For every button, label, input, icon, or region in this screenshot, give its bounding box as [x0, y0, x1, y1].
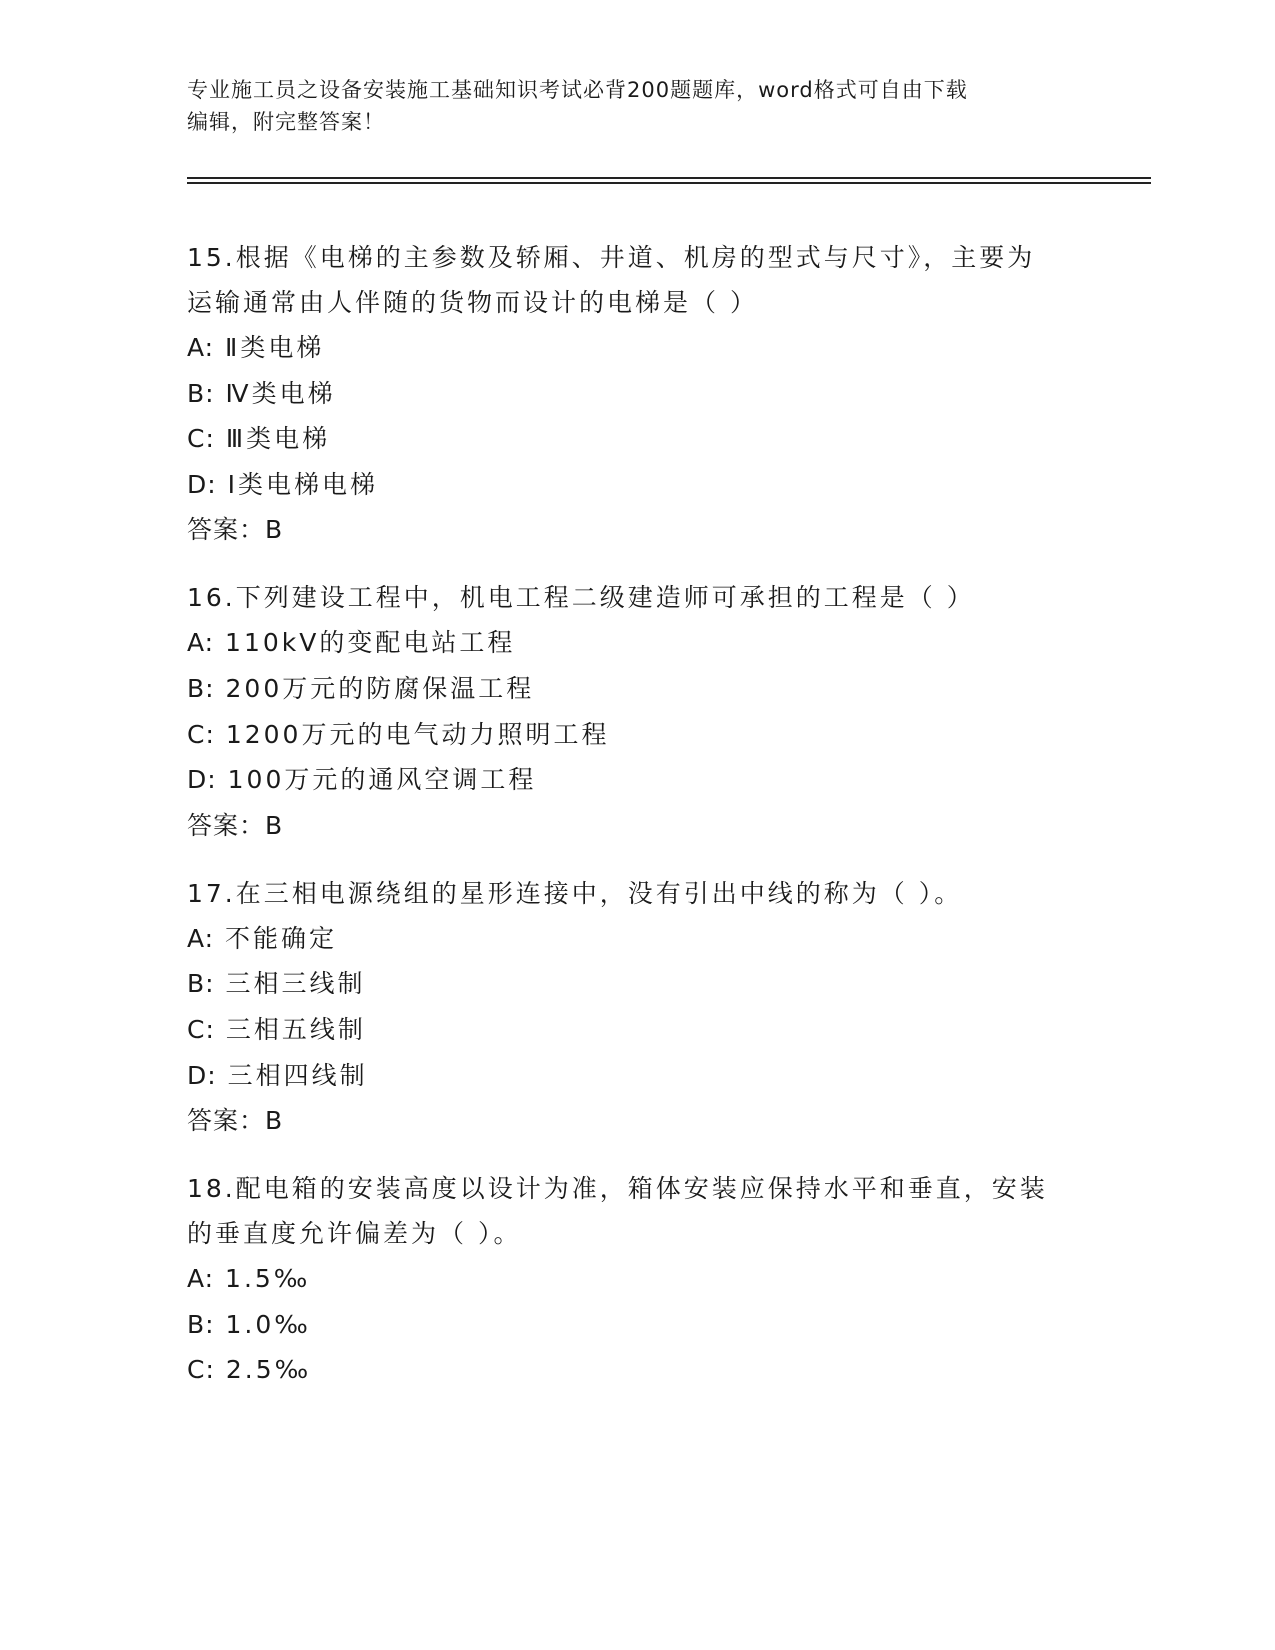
document-header	[187, 74, 1087, 138]
question-18	[187, 1166, 1087, 1393]
option-text: Ⅳ类电梯	[214, 378, 336, 408]
question-stem-line1: 15.根据《电梯的主参数及轿厢、井道、机房的型式与尺寸》，主要为	[187, 243, 1036, 272]
answer-line: 答案：B	[187, 1106, 284, 1136]
option-d	[187, 1053, 1087, 1099]
option-a	[187, 325, 1087, 371]
option-label: A:	[187, 923, 215, 953]
option-d	[187, 462, 1087, 508]
option-text: 110kV的变配电站工程	[214, 628, 516, 658]
option-b	[187, 666, 1087, 712]
option-text: 2.5‰	[214, 1355, 312, 1385]
option-label: D:	[187, 469, 217, 499]
question-stem-line2: 的垂直度允许偏差为（ ）。	[187, 1219, 522, 1249]
option-a	[187, 1256, 1087, 1302]
question-16	[187, 575, 1087, 847]
question-stem-line1: 17.在三相电源绕组的星形连接中，没有引出中线的称为（ ）。	[187, 878, 963, 908]
question-stem-line2: 运输通常由人伴随的货物而设计的电梯是（ ）	[187, 288, 758, 317]
option-label: D:	[187, 765, 217, 795]
option-text: 1.5‰	[214, 1264, 311, 1294]
option-c	[187, 1007, 1087, 1053]
option-text: 1.0‰	[214, 1309, 311, 1339]
option-label: A:	[187, 1264, 215, 1294]
option-b	[187, 961, 1087, 1007]
option-label: D:	[187, 1060, 217, 1090]
option-label: C:	[187, 1014, 215, 1044]
option-text: Ⅰ类电梯电梯	[216, 469, 379, 499]
question-17	[187, 871, 1087, 1143]
option-text: Ⅲ类电梯	[214, 424, 331, 454]
header-divider-top	[187, 177, 1151, 179]
option-label: B:	[187, 673, 215, 703]
option-b	[187, 1302, 1087, 1348]
option-label: A:	[187, 628, 215, 658]
option-c	[187, 416, 1087, 462]
answer-line: 答案：B	[187, 810, 284, 840]
option-c	[187, 1347, 1087, 1393]
option-c	[187, 712, 1087, 758]
question-stem-line1: 18.配电箱的安装高度以设计为准，箱体安装应保持水平和垂直，安装	[187, 1174, 1048, 1204]
option-text: 1200万元的电气动力照明工程	[214, 719, 610, 749]
option-label: C:	[187, 424, 215, 454]
option-label: C:	[187, 719, 215, 749]
header-title-line2: 编辑，附完整答案！	[187, 110, 385, 134]
option-text: 三相五线制	[214, 1014, 366, 1044]
option-text: 不能确定	[214, 923, 338, 953]
header-title-line1: 专业施工员之设备安装施工基础知识考试必背200题题库，word格式可自由下载	[187, 78, 968, 102]
option-label: B:	[187, 1309, 215, 1339]
option-text: 三相三线制	[214, 969, 366, 999]
option-text: 200万元的防腐保温工程	[214, 673, 535, 703]
option-text: 三相四线制	[216, 1060, 368, 1090]
option-a	[187, 620, 1087, 666]
option-d	[187, 757, 1087, 803]
option-a	[187, 916, 1087, 962]
question-list	[187, 235, 1087, 1416]
option-label: C:	[187, 1355, 215, 1385]
header-divider-bottom	[187, 182, 1151, 184]
option-b	[187, 371, 1087, 417]
option-text: 100万元的通风空调工程	[216, 765, 537, 795]
question-15	[187, 235, 1087, 552]
question-stem-line1: 16.下列建设工程中，机电工程二级建造师可承担的工程是（ ）	[187, 583, 975, 613]
option-label: B:	[187, 969, 215, 999]
answer-line: 答案：B	[187, 515, 284, 545]
option-text: Ⅱ类电梯	[214, 333, 325, 362]
option-label: A:	[187, 333, 215, 362]
option-label: B:	[187, 378, 215, 408]
